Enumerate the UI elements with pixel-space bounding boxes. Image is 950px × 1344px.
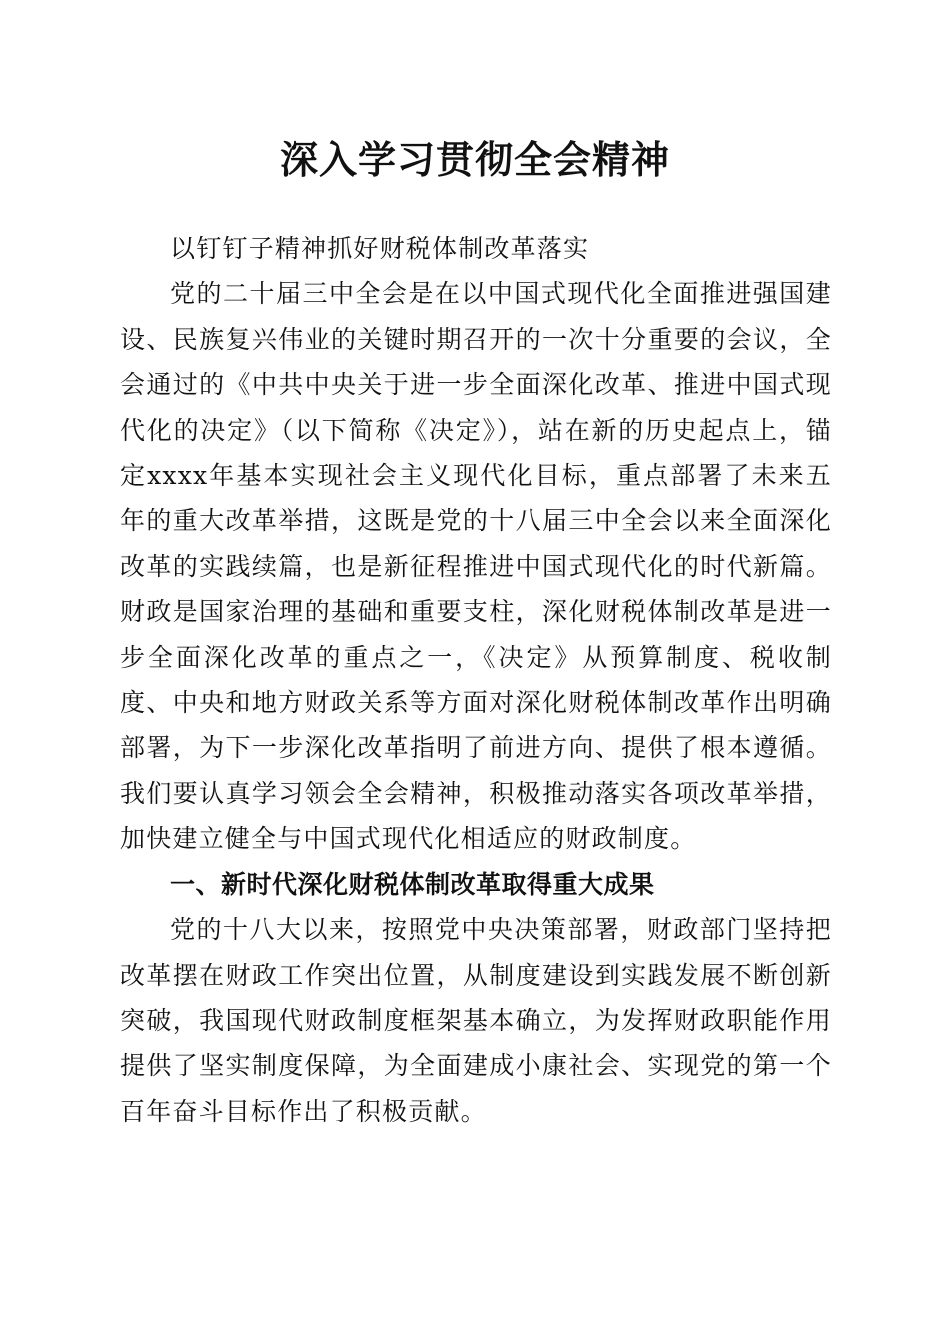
subtitle-line: 以钉钉子精神抓好财税体制改革落实 [170,234,590,263]
intro-paragraph: 党的二十届三中全会是在以中国式现代化全面推进强国建设、民族复兴伟业的关键时期召开的一次十分重要的会议，全会通过的《中共中央关于进一步全面深化改革、推进中国式现代化的决定》（以下简称《决定》），站在新的历史起点上，锚定xxxx年基本实现社会主义现代化目标，重点部署了未来五年的重大改革举措，这既是党的十八届三中全会以来全面深化改革的实践续篇，也是新征程推进中国式现代化的时代新篇。财政是国家治理的基础和重要支柱，深化财税体制改革是进一步全面深化改革的重点之一，《决定》从预算制度、税收制度、中央和地方财政关系等方面对深化财税体制改革作出明确部署，为下一步深化改革指明了前进方向、提供了根本遵循。我们要认真学习领会全会精神，积极推动落实各项改革举措，加快建立健全与中国式现代化相适应的财政制度。 [120,279,832,854]
section-paragraph: 党的十八大以来，按照党中央决策部署，财政部门坚持把改革摆在财政工作突出位置，从制度建设到实践发展不断创新突破，我国现代财政制度框架基本确立，为发挥财政职能作用提供了坚实制度保障，为全面建成小康社会、实现党的第一个百年奋斗目标作出了积极贡献。 [120,915,832,1126]
document-body [120,226,832,1134]
section-heading: 一、新时代深化财税体制改革取得重大成果 [170,869,655,899]
document-title: 深入学习贯彻全会精神 [279,137,670,182]
